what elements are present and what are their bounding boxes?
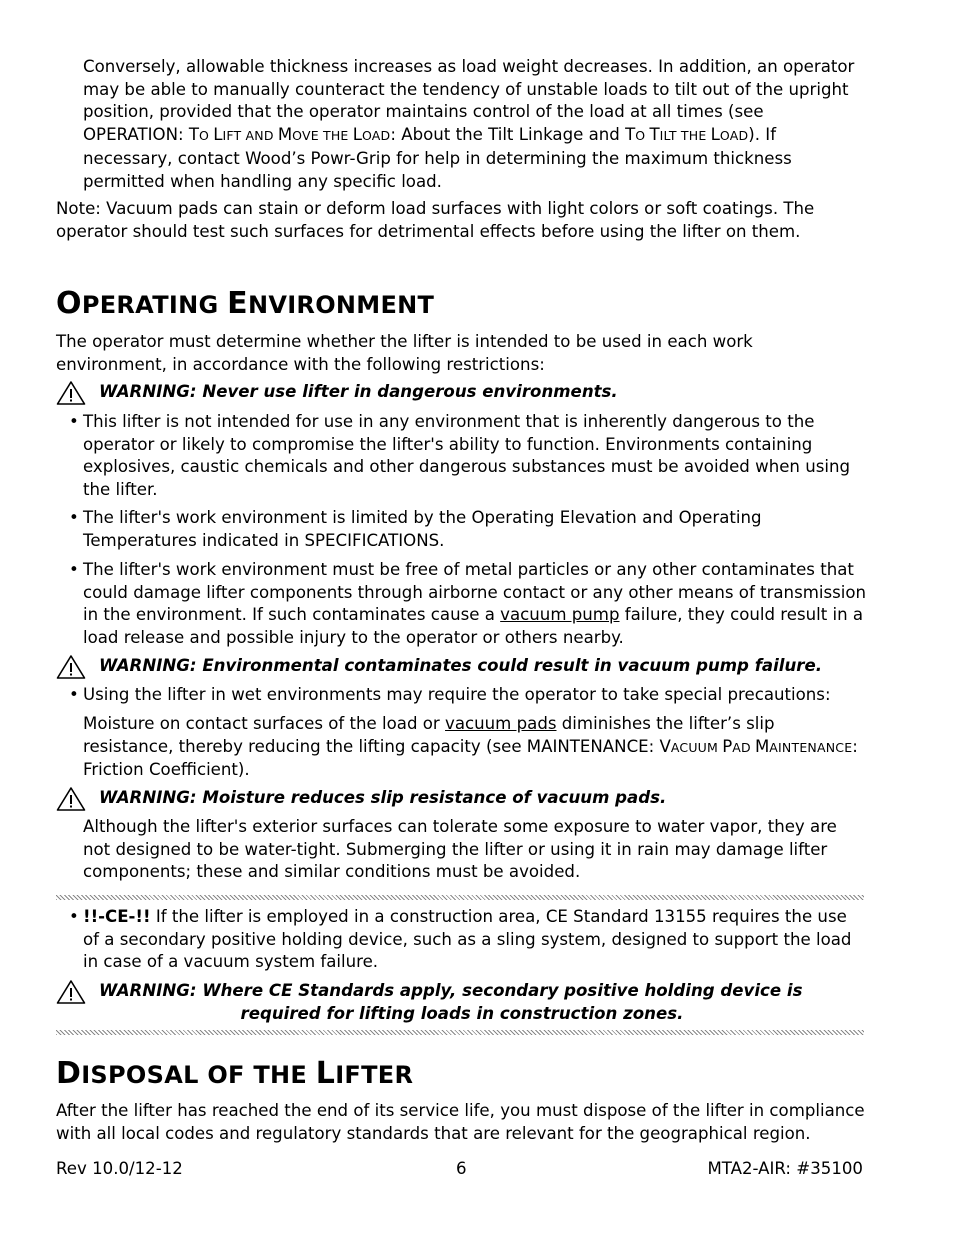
heading-cap: L <box>315 1056 336 1091</box>
bullet-text: This lifter is not intended for use in any environment that is inherently dangerous to the operator or likely to compromise the lifter's ability to function. Environments containing explosives, caustic chemicals and other dangerous substances must be avoided when using the lifter. <box>83 412 851 500</box>
warning-text-line2: required for lifting loads in construction zones. <box>240 1004 684 1023</box>
footer-revision: Rev 10.0/12-12 <box>56 1159 183 1178</box>
warning-text: WARNING: Moisture reduces slip resistance of vacuum pads. <box>99 788 667 807</box>
heading-cap: D <box>56 1056 82 1091</box>
warning-text: WARNING: Environmental contaminates could result in vacuum pump failure. <box>99 656 823 675</box>
warning-ce-standards <box>56 980 868 1026</box>
environment-intro: The operator must determine whether the lifter is intended to be used in each work environment, in accordance with the following restrictions: <box>56 332 753 374</box>
bullet-text: Using the lifter in wet environments may require the operator to take special precautions: <box>83 685 831 704</box>
ref-sc: IFT AND <box>222 128 278 144</box>
bullet-contaminates <box>56 559 868 650</box>
ref-sc: OAD <box>719 128 749 144</box>
footer-model: MTA2-AIR: #35100 <box>707 1159 863 1178</box>
hatched-divider <box>56 895 864 900</box>
hatched-divider <box>56 1030 864 1035</box>
warning-triangle-icon <box>56 654 86 680</box>
ref-cap: L <box>710 125 720 145</box>
bullet-text: The lifter's work environment must be free of metal particles or any other contaminates that could damage lifter components through airborne contact or any other means of transmission in the environment. If such contaminates cause a <box>83 560 867 625</box>
ref-sc: ILT THE <box>659 128 711 144</box>
bullet-dangerous <box>56 411 868 502</box>
disposal-paragraph: After the lifter has reached the end of its service life, you must dispose of the lifter in compliance with all local codes and regulatory standards that are relevant for the geographical region. <box>56 1101 865 1143</box>
warning-triangle-icon <box>56 979 86 1005</box>
ref-text: ). If necessary, contact Wood’s Powr-Grip for help in determining the maximum thickness permitted when handling any specific load. <box>83 125 792 191</box>
bullet-wet <box>56 684 868 707</box>
heading-cap: E <box>227 286 248 321</box>
section-heading-disposal <box>56 1056 414 1091</box>
thickness-paragraph <box>83 56 868 193</box>
ref-cap: T <box>649 125 660 145</box>
heading-rest: PERATING <box>81 291 228 319</box>
bullet-dot: • <box>69 412 79 431</box>
exterior-paragraph: Although the lifter's exterior surfaces can tolerate some exposure to water vapor, they are not designed to be water-tight. Submerging the lifter or using it in rain may damage lifter components; these and similar conditions must be avoided. <box>83 817 837 882</box>
bullet-text: The lifter's work environment is limited by the Operating Elevation and Operating Temperatures indicated in SPECIFICATIONS. <box>83 508 762 550</box>
warning-text: WARNING: Where CE Standards apply, secondary positive holding device is <box>99 981 803 1000</box>
warning-moisture <box>56 787 868 811</box>
heading-rest: IFTER <box>335 1061 414 1089</box>
ref-operation: OPERATION: T <box>83 125 199 145</box>
thickness-text: Conversely, allowable thickness increases as load weight decreases. In addition, an operator may be able to manually counteract the tendency of unstable loads to tilt out of the upright position, provided that the operator maintains control of the load at all times (see <box>83 57 855 122</box>
bullet-dot: • <box>69 508 79 527</box>
warning-dangerous-environments <box>56 381 868 405</box>
ref-sc: O <box>198 128 214 144</box>
moisture-paragraph <box>83 713 868 782</box>
footer-page-number: 6 <box>456 1159 467 1178</box>
ref-sc: O <box>635 128 650 144</box>
moisture-text: Moisture on contact surfaces of the load or <box>83 714 446 733</box>
section-heading-operating-environment <box>56 286 435 321</box>
bullet-elevation <box>56 507 868 552</box>
bullet-text: failure, they could result in a load release and possible injury to the operator or others nearby. <box>83 605 864 648</box>
ref-sc: OAD <box>361 128 391 144</box>
bullet-dot: • <box>69 907 79 926</box>
ref-cap: P <box>722 736 733 756</box>
bullet-dot: • <box>69 560 79 579</box>
bullet-ce <box>56 906 868 974</box>
ref-cap: M <box>277 125 293 145</box>
warning-text: WARNING: Never use lifter in dangerous environments. <box>99 382 618 401</box>
heading-cap: O <box>56 286 82 321</box>
ref-cap: L <box>352 125 362 145</box>
warning-triangle-icon <box>56 786 86 812</box>
bullet-dot: • <box>69 685 79 704</box>
ref-sc: ACUUM <box>670 739 723 755</box>
ref-text: : About the Tilt Linkage and T <box>390 125 636 145</box>
warning-contaminates <box>56 655 868 679</box>
ce-tag: !!-CE-!! <box>83 907 151 926</box>
ref-sc: AD <box>732 739 755 755</box>
heading-rest: NVIRONMENT <box>247 291 435 319</box>
bullet-text: If the lifter is employed in a construction area, CE Standard 13155 requires the use of a secondary positive holding device, such as a sling system, designed to support the load in case of a vacuum system failure. <box>83 907 852 972</box>
vacuum-pads-link[interactable]: vacuum pads <box>445 714 557 733</box>
heading-rest: ISPOSAL OF THE <box>81 1061 316 1089</box>
moisture-text: : Friction Coefficient). <box>83 736 858 780</box>
note-paragraph: Note: Vacuum pads can stain or deform load surfaces with light colors or soft coatings. The operator should test such surfaces for detrimental effects before using the lifter on them. <box>56 199 815 241</box>
warning-triangle-icon <box>56 380 86 406</box>
moisture-text: diminishes the lifter’s slip resistance, thereby reducing the lifting capacity (see MAINTENANCE: V <box>83 714 775 756</box>
ref-sc: AINTENANCE <box>769 739 853 755</box>
ref-sc: OVE THE <box>292 128 353 144</box>
ref-cap: L <box>213 125 223 145</box>
ref-cap: M <box>754 736 770 756</box>
vacuum-pump-link[interactable]: vacuum pump <box>500 605 620 625</box>
